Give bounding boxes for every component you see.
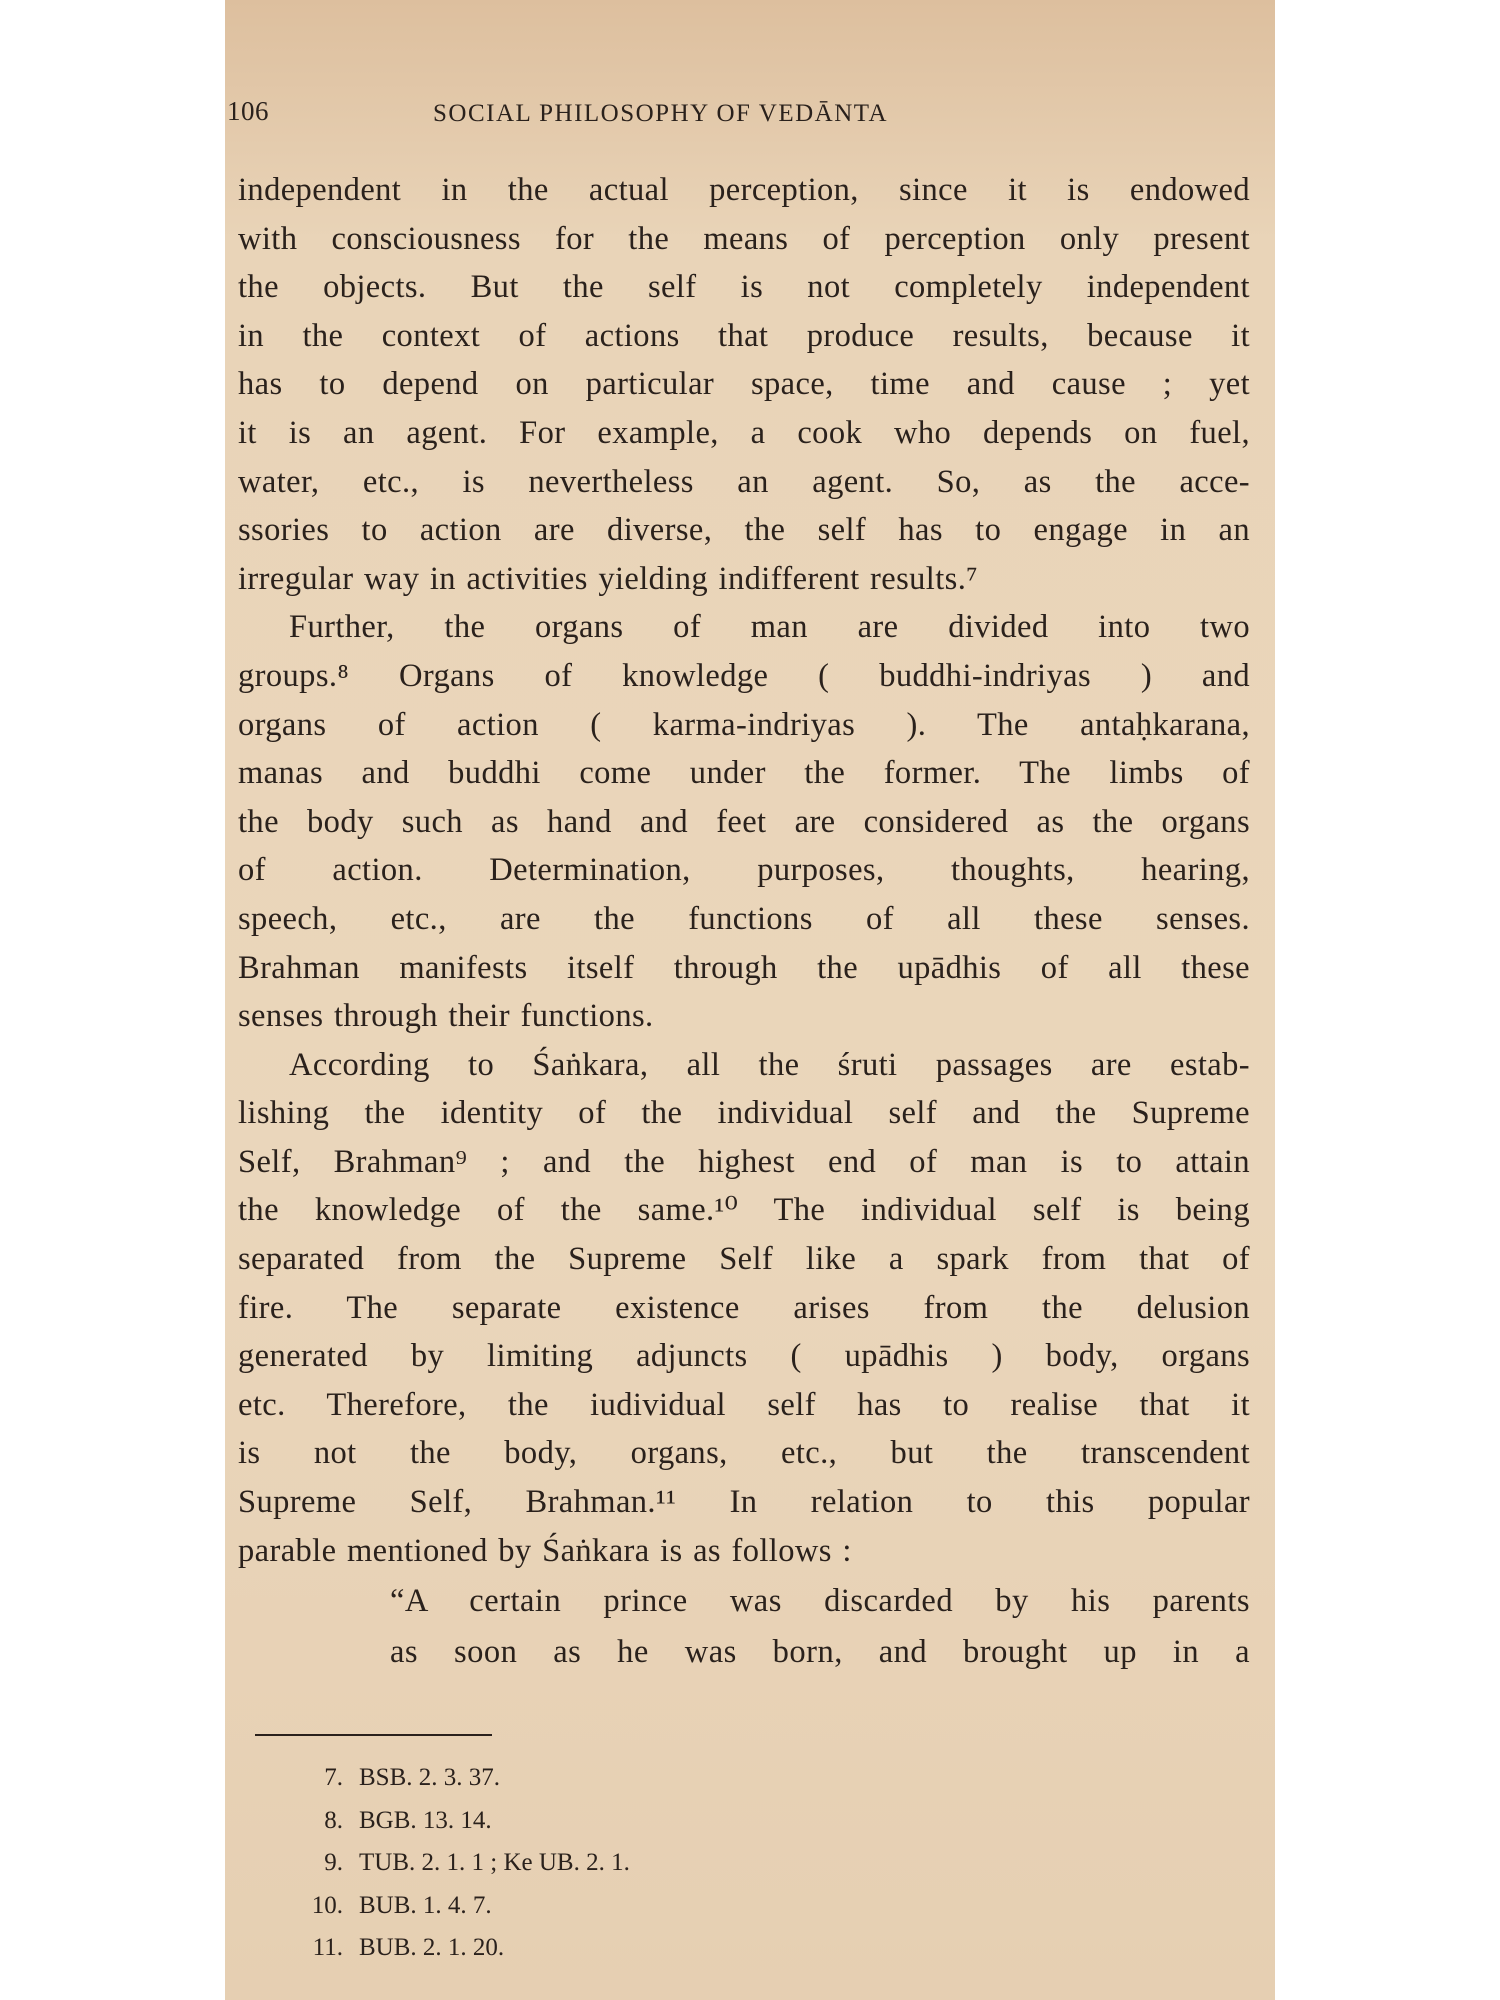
book-page xyxy=(225,0,1275,2000)
text-line: with consciousness for the means of perception only present xyxy=(238,220,1250,257)
footnotes xyxy=(303,1757,630,1970)
text-line: the knowledge of the same.¹⁰ The individual self is being xyxy=(238,1192,1250,1229)
text-line: is not the body, organs, etc., but the transcendent xyxy=(238,1435,1250,1472)
footnote-text: BGB. 13. 14. xyxy=(359,1806,492,1834)
text-line: separated from the Supreme Self like a spark from that of xyxy=(238,1241,1250,1278)
text-line: has to depend on particular space, time and cause ; yet xyxy=(238,366,1250,403)
text-line: in the context of actions that produce results, because it xyxy=(238,317,1250,354)
text-line: water, etc., is nevertheless an agent. So, as the acce- xyxy=(238,463,1250,500)
quote-line: as soon as he was born, and brought up in a xyxy=(390,1634,1250,1670)
text-line: ssories to action are diverse, the self has to engage in an xyxy=(238,512,1250,549)
text-line: it is an agent. For example, a cook who depends on fuel, xyxy=(238,414,1250,451)
text-line: Supreme Self, Brahman.¹¹ In relation to this popular xyxy=(238,1484,1250,1521)
text-line: speech, etc., are the functions of all these senses. xyxy=(238,900,1250,937)
footnote-text: TUB. 2. 1. 1 ; Ke UB. 2. 1. xyxy=(359,1849,630,1876)
text-line: of action. Determination, purposes, thoughts, hearing, xyxy=(238,852,1250,889)
footnote-number: 8. xyxy=(324,1806,343,1834)
text-line: According to Śaṅkara, all the śruti passages are estab- xyxy=(289,1046,1250,1083)
footnote-number: 7. xyxy=(324,1764,343,1791)
body-text xyxy=(238,166,1250,1575)
footnote xyxy=(303,1757,630,1800)
text-line: lishing the identity of the individual self and the Supreme xyxy=(238,1095,1250,1132)
text-line: the body such as hand and feet are considered as the organs xyxy=(238,803,1250,840)
footnote xyxy=(303,1800,630,1843)
footnote xyxy=(303,1927,630,1970)
text-line: groups.⁸ Organs of knowledge ( buddhi-indriyas ) and xyxy=(238,657,1250,694)
quote-line: “A certain prince was discarded by his parents xyxy=(390,1583,1250,1619)
text-line: senses through their functions. xyxy=(238,998,654,1035)
text-line: independent in the actual perception, since it is endowed xyxy=(238,172,1250,208)
text-line: parable mentioned by Śaṅkara is as follows : xyxy=(238,1532,852,1569)
paragraph-1 xyxy=(238,166,1250,603)
text-line: the objects. But the self is not completely independent xyxy=(238,269,1250,306)
running-title: SOCIAL PHILOSOPHY OF VEDĀNTA xyxy=(433,100,889,127)
text-line: Further, the organs of man are divided into two xyxy=(289,609,1250,646)
footnote-number: 10. xyxy=(311,1891,343,1919)
text-line: fire. The separate existence arises from the delusion xyxy=(238,1289,1250,1326)
paragraph-2 xyxy=(238,603,1250,1040)
text-line: etc. Therefore, the iudividual self has to realise that it xyxy=(238,1386,1250,1423)
block-quote xyxy=(390,1576,1250,1678)
footnote-text: BUB. 1. 4. 7. xyxy=(359,1891,492,1919)
footnote-text: BUB. 2. 1. 20. xyxy=(359,1934,505,1961)
footnote-divider xyxy=(255,1734,492,1736)
paragraph-3 xyxy=(238,1041,1250,1576)
footnote xyxy=(303,1842,630,1885)
text-line: manas and buddhi come under the former. The limbs of xyxy=(238,755,1250,792)
page-header xyxy=(225,96,1275,136)
text-line: organs of action ( karma-indriyas ). The antaḥkarana, xyxy=(238,706,1250,743)
page-number: 106 xyxy=(227,96,269,126)
footnote-text: BSB. 2. 3. 37. xyxy=(359,1764,501,1791)
text-line: irregular way in activities yielding indifferent results.⁷ xyxy=(238,560,978,597)
text-line: Self, Brahman⁹ ; and the highest end of man is to attain xyxy=(238,1143,1250,1180)
footnote xyxy=(303,1885,630,1928)
footnote-number: 11. xyxy=(312,1934,343,1961)
footnote-number: 9. xyxy=(324,1849,343,1876)
text-line: generated by limiting adjuncts ( upādhis ) body, organs xyxy=(238,1338,1250,1375)
text-line: Brahman manifests itself through the upādhis of all these xyxy=(238,949,1250,986)
